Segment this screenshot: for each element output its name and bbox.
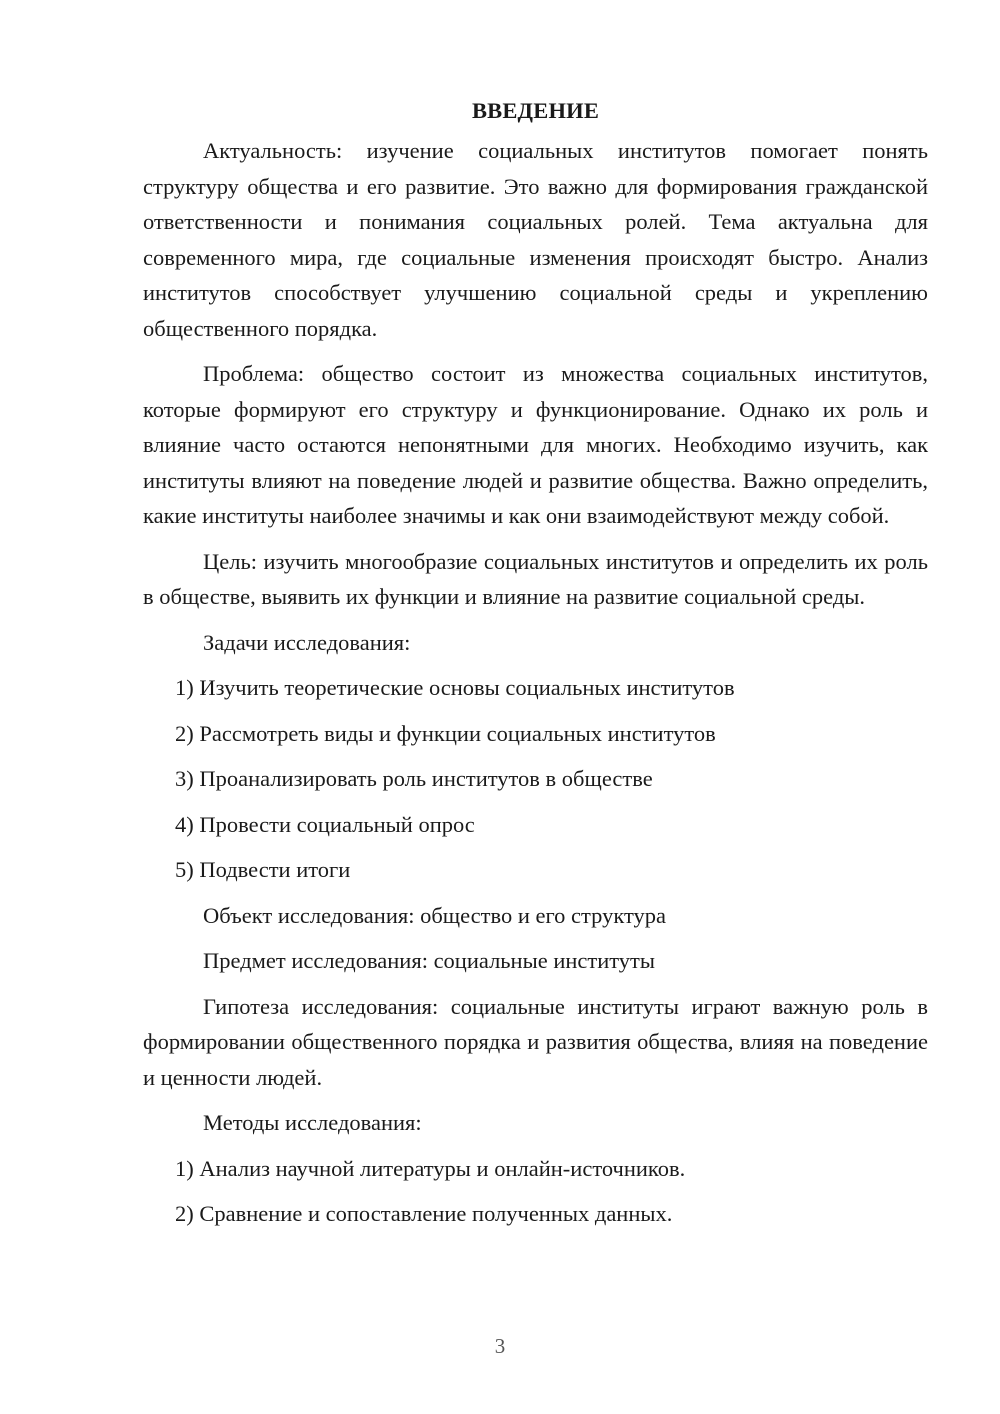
list-item: 4) Провести социальный опрос [175, 811, 475, 837]
tasks-heading: Задачи исследования: [203, 629, 411, 655]
methods-heading: Методы исследования: [203, 1110, 422, 1135]
tasks-list [143, 670, 928, 888]
hypothesis-paragraph: Гипотеза исследования: социальные институты играют важную роль в формировании общественного порядка и развития общества, влияя на поведение и ценности людей. [143, 993, 928, 1090]
problem-paragraph: Проблема: общество состоит из множества социальных институтов, которые формируют его структуру и функционирование. Однако их роль и влияние часто остаются непонятными для многих. Необходимо изучить, как институты влияют на поведение людей и развитие общества. Важно определить, какие институты наиболее значимы и как они взаимодействуют между собой. [143, 361, 928, 528]
list-item: 2) Сравнение и сопоставление полученных данных. [175, 1201, 673, 1226]
research-object: Объект исследования: общество и его структура [203, 902, 666, 928]
methods-list [143, 1151, 928, 1232]
relevance-paragraph: Актуальность: изучение социальных институтов помогает понять структуру общества и его развитие. Это важно для формирования гражданской ответственности и понимания социальных ролей. Тема актуальна для современного мира, где социальные изменения происходят быстро. Анализ институтов способствует улучшению социальной среды и укреплению общественного порядка. [143, 138, 928, 341]
list-item: 3) Проанализировать роль институтов в обществе [175, 766, 653, 791]
goal-paragraph: Цель: изучить многообразие социальных институтов и определить их роль в обществе, выявить их функции и влияние на развитие социальной среды. [143, 548, 928, 609]
research-subject: Предмет исследования: социальные институты [203, 948, 656, 973]
list-item: 2) Рассмотреть виды и функции социальных институтов [175, 720, 716, 746]
list-item: 1) Изучить теоретические основы социальных институтов [175, 675, 735, 700]
list-item: 5) Подвести итоги [175, 857, 351, 882]
page-number: 3 [494, 1334, 506, 1358]
document-page [143, 96, 928, 1242]
page-title: ВВЕДЕНИЕ [471, 98, 600, 123]
list-item: 1) Анализ научной литературы и онлайн-источников. [175, 1155, 686, 1181]
